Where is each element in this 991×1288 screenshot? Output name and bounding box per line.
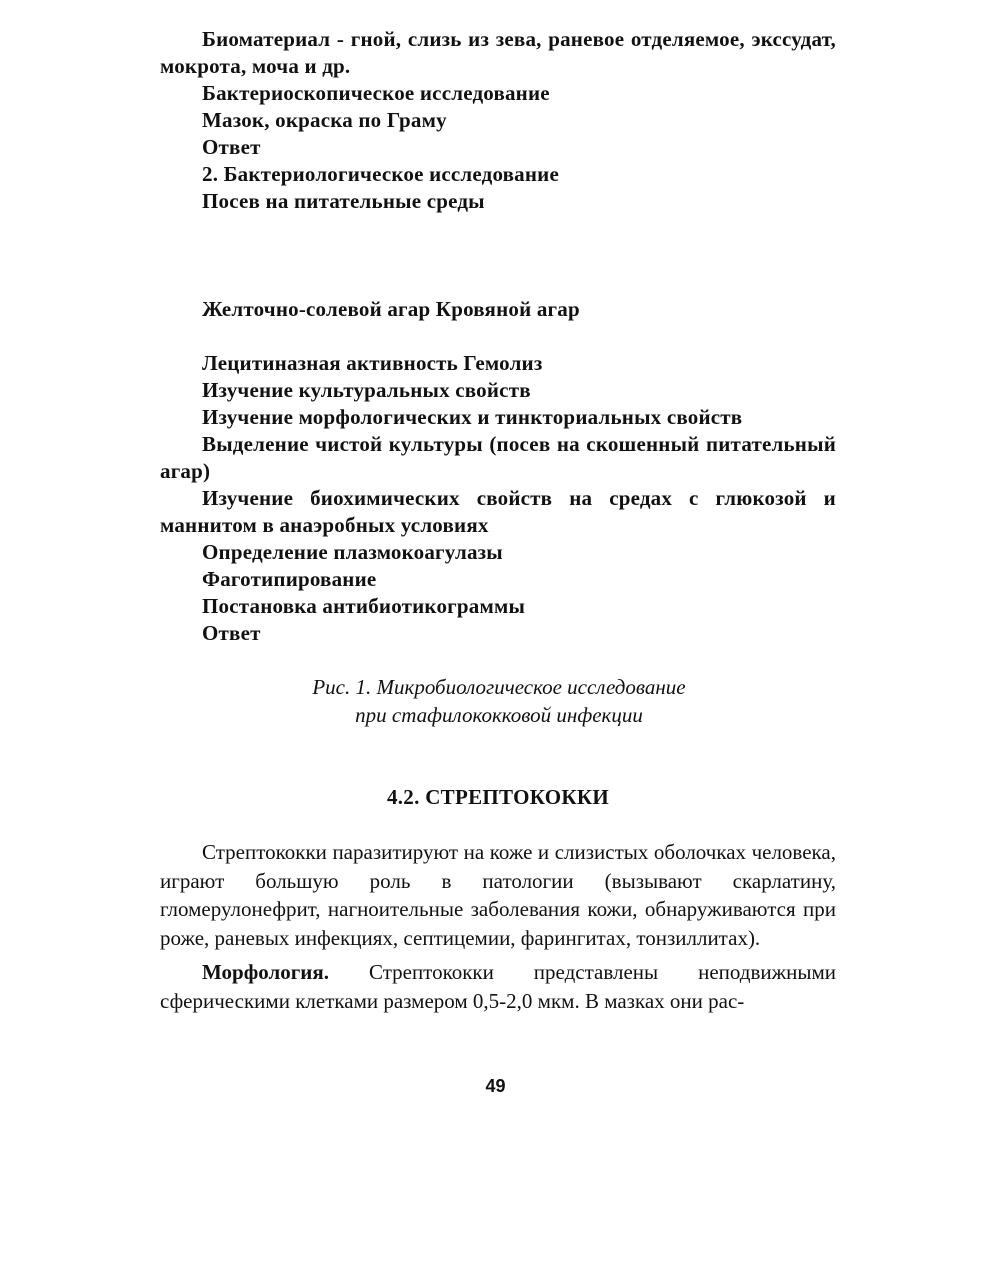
media-line: Желточно-солевой агар Кровяной агар (202, 297, 580, 321)
section-title: 4.2. СТРЕПТОКОККИ (386, 785, 610, 809)
pure-culture-line: Выделение чистой культуры (посев на скошенный питательный агар) (160, 432, 836, 483)
bacterioscopic-line: Бактериоскопическое исследование (202, 81, 550, 105)
morphology-text: Стрептококки представлены неподвижными сферическими клетками размером 0,5-2,0 мкм. В мазках они рас- (160, 960, 836, 1013)
caption-line-2: при стафилококковой инфекции (355, 703, 643, 727)
inoculation-line: Посев на питательные среды (202, 189, 485, 213)
answer-line-2: Ответ (202, 621, 261, 645)
biochemical-line: Изучение биохимических свойств на средах с глюкозой и маннитом в анаэробных условиях (160, 486, 836, 537)
scheme-block (160, 26, 836, 647)
morphological-line: Изучение морфологических и тинкториальных свойств (202, 405, 743, 429)
page-content (160, 26, 836, 1021)
page-number: 49 (485, 1076, 506, 1096)
antibiotic-line: Постановка антибиотикограммы (202, 594, 526, 618)
smear-line: Мазок, окраска по Граму (202, 108, 447, 132)
biomaterial-line: Биоматериал - гной, слизь из зева, раневое отделяемое, экссудат, мокрота, моча и др. (160, 27, 836, 78)
cultural-line: Изучение культуральных свойств (202, 378, 531, 402)
bacteriologic-line: 2. Бактериологическое исследование (202, 162, 560, 186)
scheme-small-gap (160, 323, 836, 350)
scheme-gap (160, 215, 836, 296)
activity-line: Лецитиназная активность Гемолиз (202, 351, 543, 375)
figure-caption (160, 673, 836, 729)
morphology-lead: Морфология. (202, 960, 330, 984)
answer-line-1: Ответ (202, 135, 261, 159)
phagotyping-line: Фаготипирование (202, 567, 377, 591)
caption-line-1: Рис. 1. Микробиологическое исследование (312, 675, 686, 699)
paragraph-morphology (160, 958, 836, 1015)
paragraph-intro: Стрептококки паразитируют на коже и слизистых оболочках человека, играют большую роль в патологии (вызывают скарлатину, гломерулонефрит, нагноительные заболевания кожи, обнаруживаются при роже, раневых инфекциях, септицемии, фарингитах, тонзиллитах). (160, 840, 836, 950)
section-body (160, 838, 836, 1015)
plasmocoagulase-line: Определение плазмокоагулазы (202, 540, 503, 564)
